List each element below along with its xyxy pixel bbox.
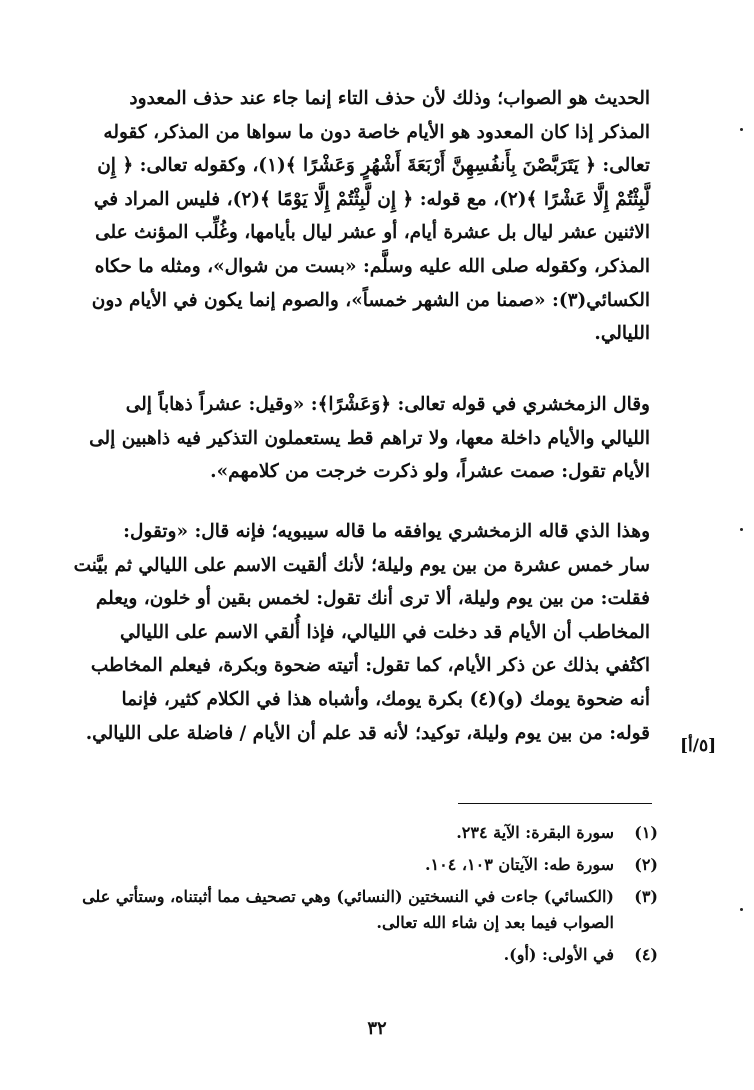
footnotes: [48, 820, 658, 974]
text-line: فقلت: من بين يوم وليلة، ألا ترى أنك تقول: لخمس بقين أو خلون، ويعلم: [95, 588, 650, 610]
scan-edge-mark: [740, 528, 743, 531]
text-line: أنه ضحوة يومك (و)(٤) بكرة يومك، وأشباه هذا في الكلام كثير، فإنما: [121, 688, 650, 710]
footnote-text: سورة طه: الآيتان ١٠٣، ١٠٤.: [424, 855, 614, 874]
manuscript-folio-note: [٥/أ]: [680, 736, 717, 756]
text-line: تعالى: ﴿ يَتَرَبَّصْنَ بِأَنفُسِهِنَّ أَرْبَعَةَ أَشْهُرٍ وَعَشْرًا ﴾(١)، وكقوله تعالى: ﴿ إِن: [97, 155, 650, 177]
text-line: وقال الزمخشري في قوله تعالى: ﴿وَعَشْرًا﴾: «وقيل: عشراً ذهاباً إلى: [125, 394, 650, 415]
footnote-text: سورة البقرة: الآية ٢٣٤.: [456, 823, 614, 842]
text-line: المخاطب أن الأيام قد دخلت في الليالي، فإذا أُلقي الاسم على الليالي: [119, 621, 650, 643]
text-line: اكتُفي بذلك عن ذكر الأيام، كما تقول: أتيته ضحوة وبكرة، فيعلم المخاطب: [90, 655, 650, 677]
text-line: الحديث هو الصواب؛ وذلك لأن حذف التاء إنما جاء عند حذف المعدود: [129, 88, 650, 109]
paragraph-1: [48, 82, 650, 351]
text-line: الكسائي(٣): «صمنا من الشهر خمساً»، والصوم إنما يكون في الأيام دون: [91, 289, 650, 311]
paragraph-3: [48, 515, 650, 750]
text-line: الاثنين عشر ليال بل عشرة أيام، أو عشر ليال بأيامها، وغُلِّب المؤنث على: [95, 222, 650, 244]
scan-edge-mark: [740, 908, 743, 911]
footnote-number: (٣): [634, 887, 658, 906]
footnote-item: [48, 942, 658, 968]
page-number: ٣٢: [367, 1018, 387, 1039]
footnote-number: (٤): [634, 945, 658, 964]
text-line: وهذا الذي قاله الزمخشري يوافقه ما قاله سيبويه؛ فإنه قال: «وتقول:: [123, 521, 650, 542]
text-line: المذكر، وكقوله صلى الله عليه وسلَّم: «بست من شوال»، ومثله ما حكاه: [94, 255, 650, 277]
footnote-text: في الأولى: (أو).: [503, 945, 614, 964]
scan-edge-mark: [740, 128, 743, 131]
footnote-number: (١): [634, 823, 658, 842]
text-line: سار خمس عشرة من بين يوم وليلة؛ لأنك ألقيت الاسم على الليالي ثم بيَّنت: [73, 554, 650, 576]
text-line: قوله: من بين يوم وليلة، توكيد؛ لأنه قد علم أن الأيام / فاضلة على الليالي.: [85, 722, 650, 744]
text-line: المذكر إذا كان المعدود هو الأيام خاصة دون ما سواها من المذكر، كقوله: [103, 121, 650, 143]
footnote-item: [48, 852, 658, 878]
paragraph-2: [48, 388, 650, 489]
text-line: الليالي.: [594, 323, 650, 345]
text-line: لَّبِثْتُمْ إِلَّا عَشْرًا ﴾(٢)، مع قوله: ﴿ إِن لَّبِثْتُمْ إِلَّا يَوْمًا ﴾(٢)، فليس المراد في: [93, 188, 650, 210]
text-line: الأيام تقول: صمت عشراً، ولو ذكرت خرجت من كلامهم».: [210, 461, 650, 483]
footnote-item: [48, 884, 658, 936]
text-line: الليالي والأيام داخلة معها، ولا تراهم قط يستعملون التذكير فيه ذاهبين إلى: [89, 427, 650, 449]
footnote-number: (٢): [634, 855, 658, 874]
footnote-item: [48, 820, 658, 846]
footnote-text: (الكسائي) جاءت في النسختين (النسائي) وهي تصحيف مما أثبتناه، وستأتي على الصواب فيما بعد إن شاء الله تعالى.: [82, 887, 614, 932]
footnote-divider: [458, 803, 652, 804]
